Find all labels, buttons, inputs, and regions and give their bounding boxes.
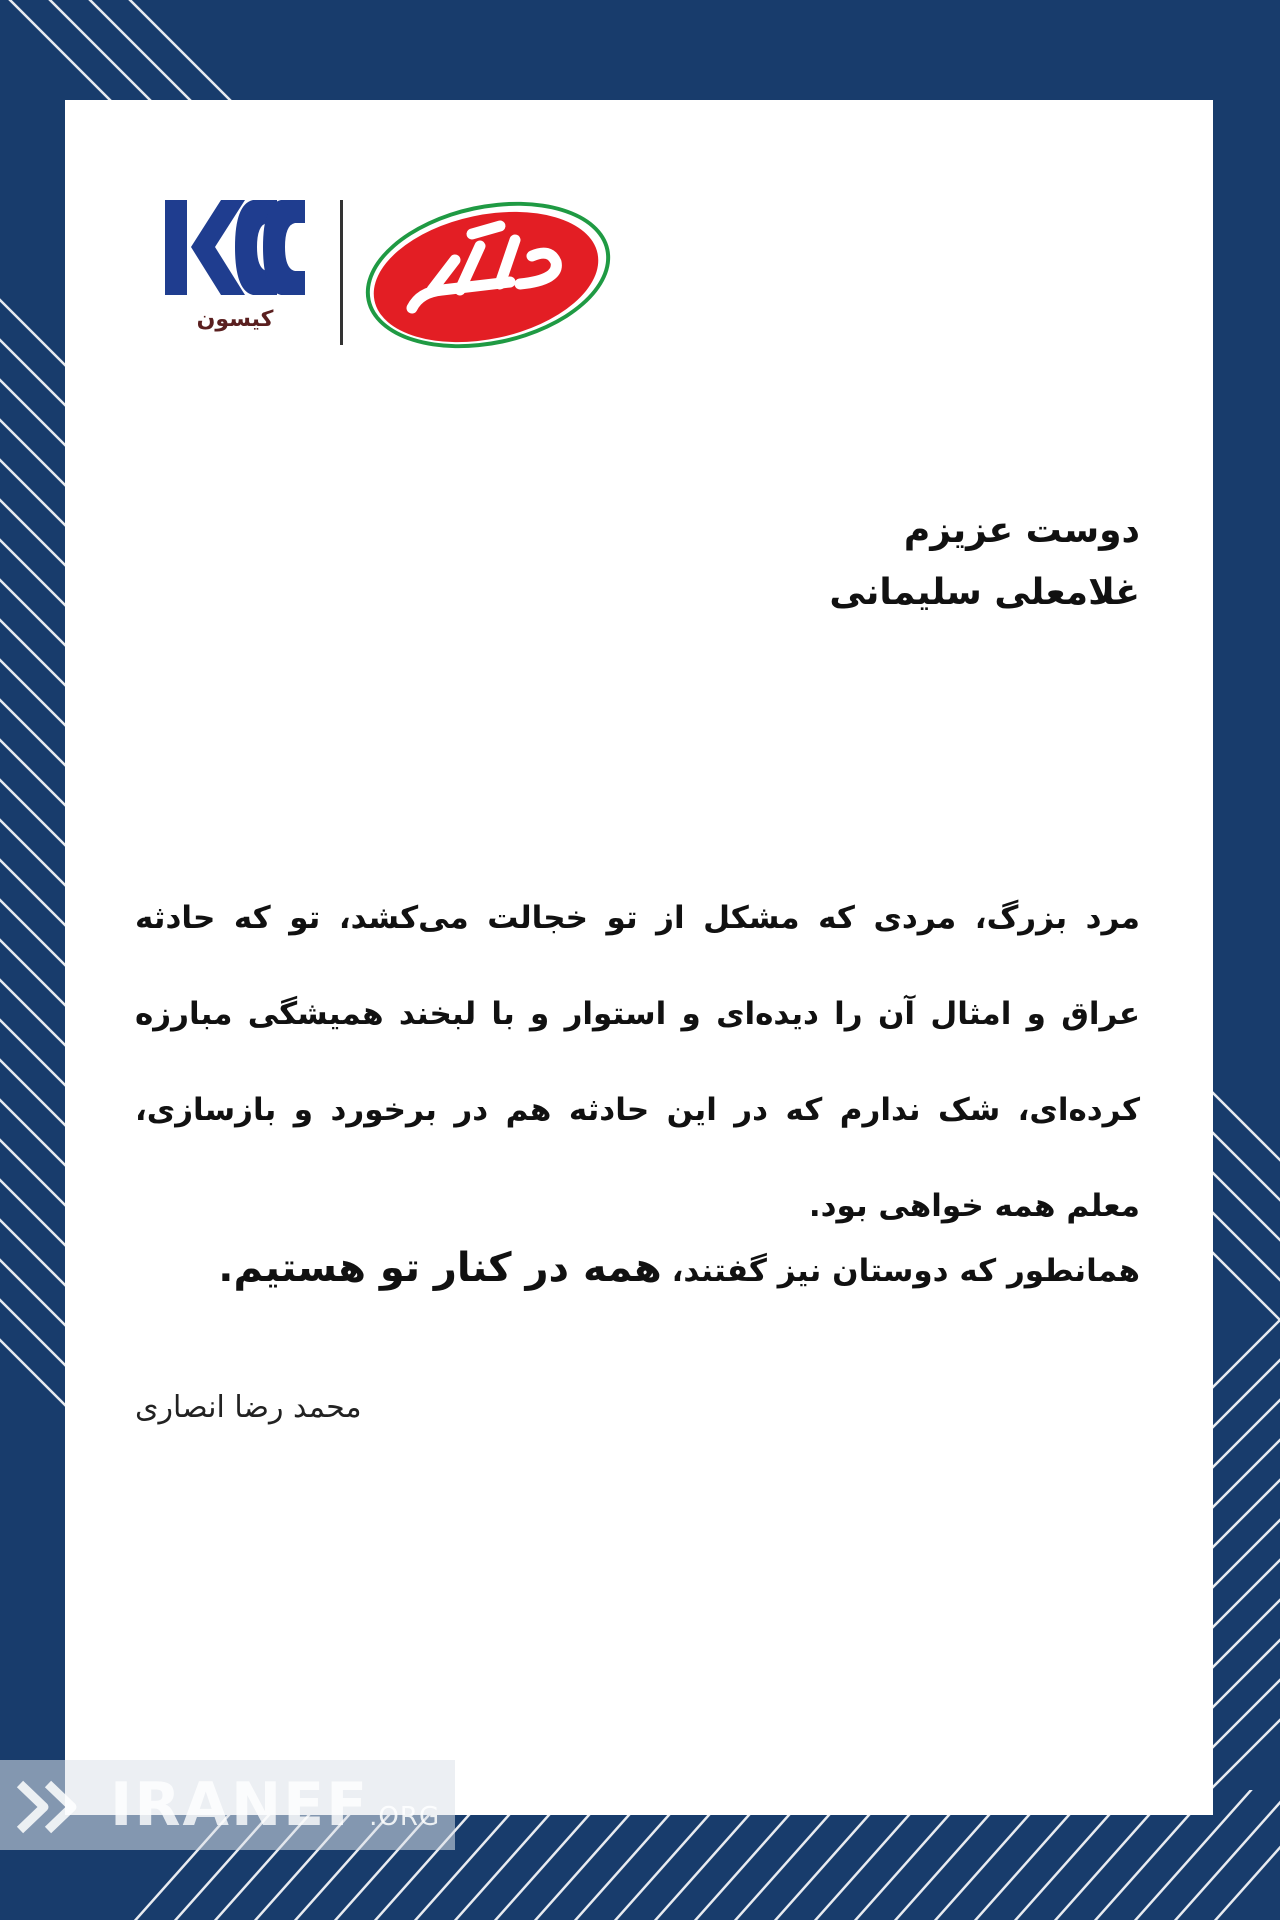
salutation-recipient: غلامعلی سلیمانی <box>829 572 1140 613</box>
letter-body: مرد بزرگ، مردی که مشکل از تو خجالت می‌کشد، تو که حادثه عراق و امثال آن را دیده‌ای و استوار و با لبخند همیشگی مبارزه کرده‌ای، شک ندارم که در این حادثه هم در برخورد و بازسازی، معلم همه خواهی بود. <box>135 900 1140 1224</box>
kcc-wordmark: کیسون <box>196 307 274 332</box>
salutation-line1: دوست عزیزم <box>903 510 1140 551</box>
letter-card <box>65 100 1213 1815</box>
closing-text: همانطور که دوستان نیز گفتند، <box>671 1253 1140 1289</box>
logo-divider <box>340 200 343 345</box>
watermark-text <box>110 1770 440 1852</box>
letter-closing <box>135 1245 1140 1291</box>
closing-emphasis: همه در کنار تو هستیم. <box>218 1245 662 1291</box>
company-logos <box>165 195 685 355</box>
watermark-tld: .ORG <box>369 1802 441 1832</box>
kaleh-logo <box>360 200 620 350</box>
double-chevron-icon <box>12 1778 102 1836</box>
signature: محمد رضا انصاری <box>135 1390 362 1425</box>
letter-salutation <box>135 500 1140 624</box>
watermark <box>0 1760 455 1850</box>
watermark-name: IRANEF <box>110 1770 370 1840</box>
